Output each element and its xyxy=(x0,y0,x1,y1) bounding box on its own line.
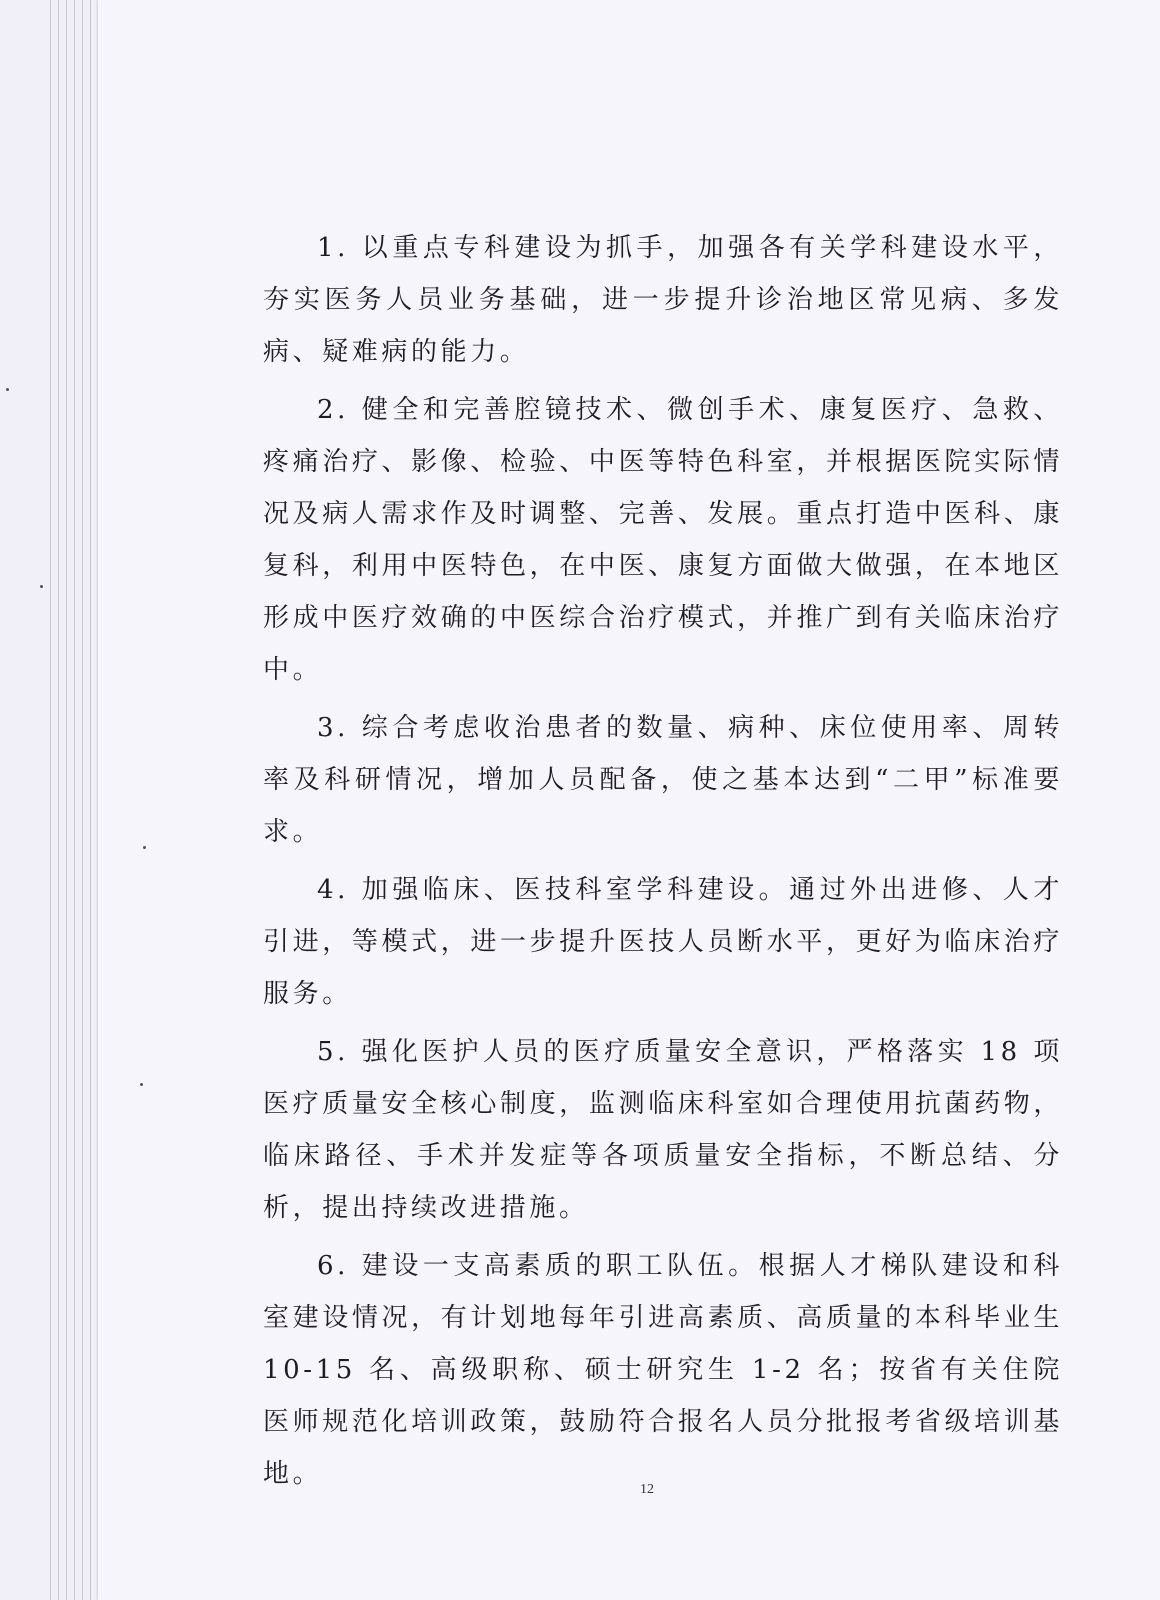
scan-speck xyxy=(6,388,9,391)
scan-speck xyxy=(143,846,146,849)
sheet-edge xyxy=(58,0,59,1600)
paragraph-5: 5. 强化医护人员的医疗质量安全意识，严格落实 18 项医疗质量安全核心制度，监测临床科室如合理使用抗菌药物，临床路径、手术并发症等各项质量安全指标，不断总结、分析，提出持续改进措施。 xyxy=(263,1037,1063,1223)
document-body xyxy=(263,222,1063,1506)
sheet-edge xyxy=(74,0,75,1600)
sheet-edge xyxy=(50,0,51,1600)
paragraph-6: 6. 建设一支高素质的职工队伍。根据人才梯队建设和科室建设情况，有计划地每年引进高素质、高质量的本科毕业生 10-15 名、高级职称、硕士研究生 1-2 名；按省有关住院医师规范化培训政策，鼓励符合报名人员分批报考省级培训基地。 xyxy=(263,1251,1063,1489)
sheet-edge xyxy=(90,0,91,1600)
scan-speck xyxy=(140,1083,143,1086)
paragraph-2: 2. 健全和完善腔镜技术、微创手术、康复医疗、急救、疼痛治疗、影像、检验、中医等特色科室，并根据医院实际情况及病人需求作及时调整、完善、发展。重点打造中医科、康复科，利用中医特色，在中医、康复方面做大做强，在本地区形成中医疗效确的中医综合治疗模式，并推广到有关临床治疗中。 xyxy=(263,395,1063,685)
paragraph-3: 3. 综合考虑收治患者的数量、病种、床位使用率、周转率及科研情况，增加人员配备，使之基本达到“二甲”标准要求。 xyxy=(263,713,1063,847)
paragraph-4: 4. 加强临床、医技科室学科建设。通过外出进修、人才引进，等模式，进一步提升医技人员断水平，更好为临床治疗服务。 xyxy=(263,875,1063,1009)
scan-speck xyxy=(40,585,43,588)
page-number: 12 xyxy=(640,1482,654,1497)
paragraph-1: 1. 以重点专科建设为抓手，加强各有关学科建设水平，夯实医务人员业务基础，进一步提升诊治地区常见病、多发病、疑难病的能力。 xyxy=(263,233,1063,367)
sheet-edge xyxy=(66,0,67,1600)
sheet-edge xyxy=(82,0,83,1600)
